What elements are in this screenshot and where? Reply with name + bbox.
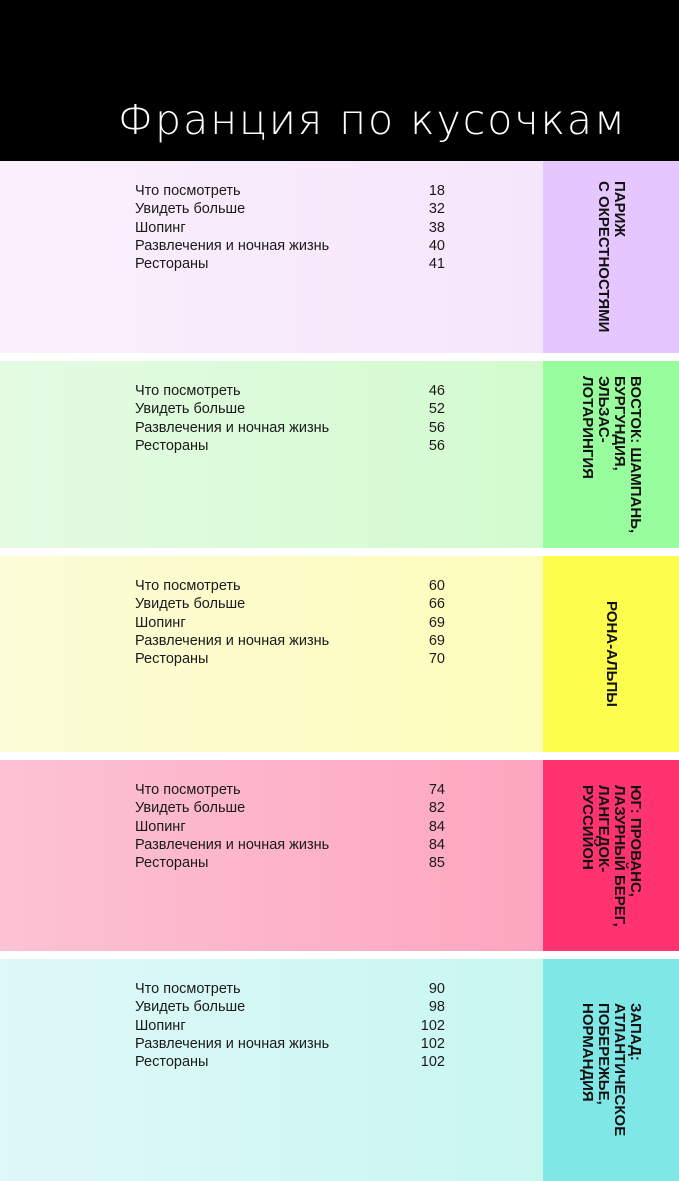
list-item[interactable] xyxy=(135,998,445,1016)
item-label: Развлечения и ночная жизнь xyxy=(135,1035,330,1052)
item-label: Что посмотреть xyxy=(135,981,241,997)
region-tab[interactable] xyxy=(543,161,679,353)
item-list xyxy=(135,980,445,1071)
list-item[interactable] xyxy=(135,200,445,218)
section-content xyxy=(0,959,543,1181)
item-list xyxy=(135,382,445,455)
header xyxy=(0,0,679,161)
list-item[interactable] xyxy=(135,237,445,255)
item-list xyxy=(135,781,445,872)
item-label: Рестораны xyxy=(135,855,209,872)
item-label: Рестораны xyxy=(135,256,209,273)
list-item[interactable] xyxy=(135,650,445,668)
section-content xyxy=(0,556,543,752)
item-label: Что посмотреть xyxy=(135,383,241,399)
item-label: Увидеть больше xyxy=(135,201,246,218)
section-content xyxy=(0,760,543,951)
item-page: 74 xyxy=(428,782,445,798)
item-page: 66 xyxy=(428,596,445,613)
list-item[interactable] xyxy=(135,1035,445,1053)
list-item[interactable] xyxy=(135,255,445,273)
list-item[interactable] xyxy=(135,1053,445,1071)
item-label: Развлечения и ночная жизнь xyxy=(135,419,330,436)
list-item[interactable] xyxy=(135,781,445,799)
region-tab[interactable] xyxy=(543,556,679,752)
item-page: 56 xyxy=(428,419,445,436)
item-label: Шопинг xyxy=(135,614,186,631)
item-page: 84 xyxy=(428,836,445,853)
list-item[interactable] xyxy=(135,437,445,455)
region-tab[interactable] xyxy=(543,760,679,951)
item-page: 41 xyxy=(428,256,445,273)
item-page: 69 xyxy=(428,632,445,649)
page-title: Франция по кусочкам xyxy=(117,96,627,144)
section-west xyxy=(0,959,679,1181)
item-label: Рестораны xyxy=(135,651,209,668)
list-item[interactable] xyxy=(135,219,445,237)
region-label: ЗАПАД: АТЛАНТИЧЕСКОЕ ПОБЕРЕЖЬЕ, НОРМАНДИЯ xyxy=(579,1003,644,1137)
item-page: 70 xyxy=(428,651,445,668)
item-page: 18 xyxy=(428,183,445,199)
item-label: Рестораны xyxy=(135,1054,209,1071)
section-rhone-alps xyxy=(0,556,679,752)
list-item[interactable] xyxy=(135,595,445,613)
region-tab[interactable] xyxy=(543,959,679,1181)
list-item[interactable] xyxy=(135,854,445,872)
item-label: Шопинг xyxy=(135,818,186,835)
list-item[interactable] xyxy=(135,836,445,854)
item-page: 32 xyxy=(428,201,445,218)
section-content xyxy=(0,161,543,353)
section-east xyxy=(0,361,679,548)
item-page: 60 xyxy=(428,578,445,594)
item-label: Что посмотреть xyxy=(135,578,241,594)
region-label: ПАРИЖ С ОКРЕСТНОСТЯМИ xyxy=(595,181,628,333)
list-item[interactable] xyxy=(135,400,445,418)
list-item[interactable] xyxy=(135,632,445,650)
section-south xyxy=(0,760,679,951)
item-label: Шопинг xyxy=(135,219,186,236)
list-item[interactable] xyxy=(135,182,445,200)
list-item[interactable] xyxy=(135,614,445,632)
item-page: 102 xyxy=(420,1035,445,1052)
item-page: 46 xyxy=(428,383,445,399)
item-label: Увидеть больше xyxy=(135,596,246,613)
item-page: 98 xyxy=(428,999,445,1016)
list-item[interactable] xyxy=(135,419,445,437)
item-page: 82 xyxy=(428,800,445,817)
item-list xyxy=(135,182,445,273)
list-item[interactable] xyxy=(135,577,445,595)
item-page: 90 xyxy=(428,981,445,997)
item-page: 40 xyxy=(428,237,445,254)
item-label: Рестораны xyxy=(135,437,209,454)
list-item[interactable] xyxy=(135,1017,445,1035)
region-tab[interactable] xyxy=(543,361,679,548)
item-label: Что посмотреть xyxy=(135,782,241,798)
section-content xyxy=(0,361,543,548)
item-label: Увидеть больше xyxy=(135,800,246,817)
item-label: Шопинг xyxy=(135,1017,186,1034)
list-item[interactable] xyxy=(135,980,445,998)
item-page: 69 xyxy=(428,614,445,631)
item-label: Увидеть больше xyxy=(135,999,246,1016)
item-label: Развлечения и ночная жизнь xyxy=(135,237,330,254)
item-page: 84 xyxy=(428,818,445,835)
region-label: РОНА-АЛЬПЫ xyxy=(603,601,620,707)
item-label: Увидеть больше xyxy=(135,401,246,418)
item-list xyxy=(135,577,445,668)
item-page: 38 xyxy=(428,219,445,236)
region-label: ВОСТОК: ШАМПАНЬ, БУРГУНДИЯ, ЭЛЬЗАС- ЛОТАРИНГИЯ xyxy=(579,375,644,534)
list-item[interactable] xyxy=(135,818,445,836)
list-item[interactable] xyxy=(135,382,445,400)
list-item[interactable] xyxy=(135,799,445,817)
item-label: Что посмотреть xyxy=(135,183,241,199)
item-page: 102 xyxy=(420,1017,445,1034)
item-label: Развлечения и ночная жизнь xyxy=(135,632,330,649)
section-paris xyxy=(0,161,679,353)
item-page: 102 xyxy=(420,1054,445,1071)
region-label: ЮГ: ПРОВАНС, ЛАЗУРНЫЙ БЕРЕГ, ЛАНГЕДОК- РУССИЙОН xyxy=(579,784,644,927)
item-label: Развлечения и ночная жизнь xyxy=(135,836,330,853)
item-page: 52 xyxy=(428,401,445,418)
item-page: 56 xyxy=(428,437,445,454)
item-page: 85 xyxy=(428,855,445,872)
